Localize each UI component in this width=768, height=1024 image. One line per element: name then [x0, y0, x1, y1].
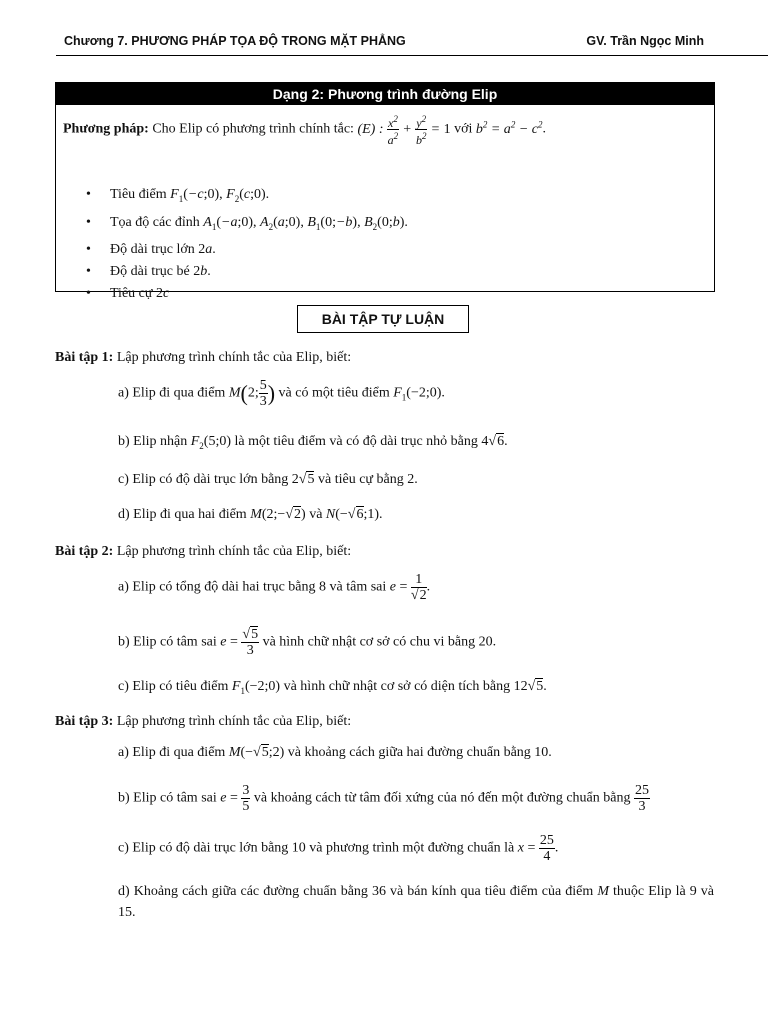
relation-formula: $b^2 = a^2 - c^2$	[475, 119, 543, 137]
method-text: Cho Elip có phương trình chính tắc:	[152, 121, 354, 137]
ex3-d: d) Khoảng cách giữa các đường chuẩn bằng 36 và bán kính qua tiêu điểm của điểm M thuộc Elip là 9 và 15.	[118, 884, 714, 920]
ex1-b: b) Elip nhận $F_2(5;0)$ là một tiêu điểm và có độ dài trục nhỏ bằng 4√6.	[118, 434, 508, 451]
ex2-b: b) Elip có tâm sai e = $\frac{√5}{3}$ và hình chữ nhật cơ sở có chu vi bằng 20.	[118, 627, 497, 658]
page-header	[64, 34, 704, 52]
header-rule	[56, 55, 768, 56]
ellipse-equation: (E) : $\frac{x^2}{a^2}$ + $\frac{y^2}{b^2}$ = 1	[357, 114, 451, 147]
ex2-header: Bài tập 2: Lập phương trình chính tắc của Elip, biết:	[55, 544, 352, 559]
chapter-title: Chương 7. PHƯƠNG PHÁP TỌA ĐỘ TRONG MẶT PHẲNG	[64, 34, 406, 48]
method-box: Dạng 2: Phương trình đường Elip Phương pháp: Cho Elip có phương trình chính tắc: (E) : $\frac{x^2}{a^2}$ + $\frac{y^2}{b^2}$ = 1 với $b^2 = a^2 - c^2$. Tiêu điểm $F_1(-c;0)$, $F_2(c;0)$. Tọa độ các đỉnh $A_1(-a;0)$, $A_2(a;0)$, $B_1(0;-b)$, $B_2(0;b)$. Độ dài trục lớn 2a. Độ dài trục bé 2b. Tiêu cự 2c	[55, 82, 715, 292]
ex3-b: b) Elip có tâm sai e = $\frac{3}{5}$ và khoảng cách từ tâm đối xứng của nó đến một đường chuẩn bằng $\frac{25}{3}$	[118, 783, 649, 814]
ex1-header: Bài tập 1: Lập phương trình chính tắc của Elip, biết:	[55, 350, 352, 365]
ex3-c: c) Elip có độ dài trục lớn bằng 10 và phương trình một đường chuẩn là x = $\frac{25}{4}$ .	[118, 833, 559, 864]
method-label: Phương pháp:	[63, 121, 149, 137]
teacher-name: GV. Trần Ngọc Minh	[586, 34, 704, 48]
ex1-c: c) Elip có độ dài trục lớn bằng 2√5 và tiêu cự bằng 2.	[118, 472, 418, 487]
ex2-c: c) Elip có tiêu điểm $F_1(-2;0)$ và hình chữ nhật cơ sở có diện tích bằng 12√5.	[118, 679, 547, 696]
ex2-a: a) Elip có tổng độ dài hai trục bằng 8 và tâm sai e = $\frac{1}{√2}$ .	[118, 572, 431, 603]
method-line: Phương pháp: Cho Elip có phương trình chính tắc: (E) : $\frac{x^2}{a^2}$ + $\frac{y^2}{b^2}$ = 1 với $b^2 = a^2 - c^2$.	[63, 114, 546, 147]
with-word: với	[454, 121, 473, 137]
method-box-title: Dạng 2: Phương trình đường Elip	[56, 83, 714, 105]
section-title: BÀI TẬP TỰ LUẬN	[297, 305, 469, 333]
ex1-a: a) Elip đi qua điểm M(2; $\frac{5}{3}$ ) và có một tiêu điểm $F_1(-2;0)$.	[118, 378, 445, 409]
ex1-d: d) Elip đi qua hai điểm M(2;−√2) và N(−√6;1).	[118, 507, 383, 522]
ex3-a: a) Elip đi qua điểm M(−√5;2) và khoảng cách giữa hai đường chuẩn bằng 10.	[118, 745, 552, 760]
ex3-header: Bài tập 3: Lập phương trình chính tắc của Elip, biết:	[55, 714, 352, 729]
